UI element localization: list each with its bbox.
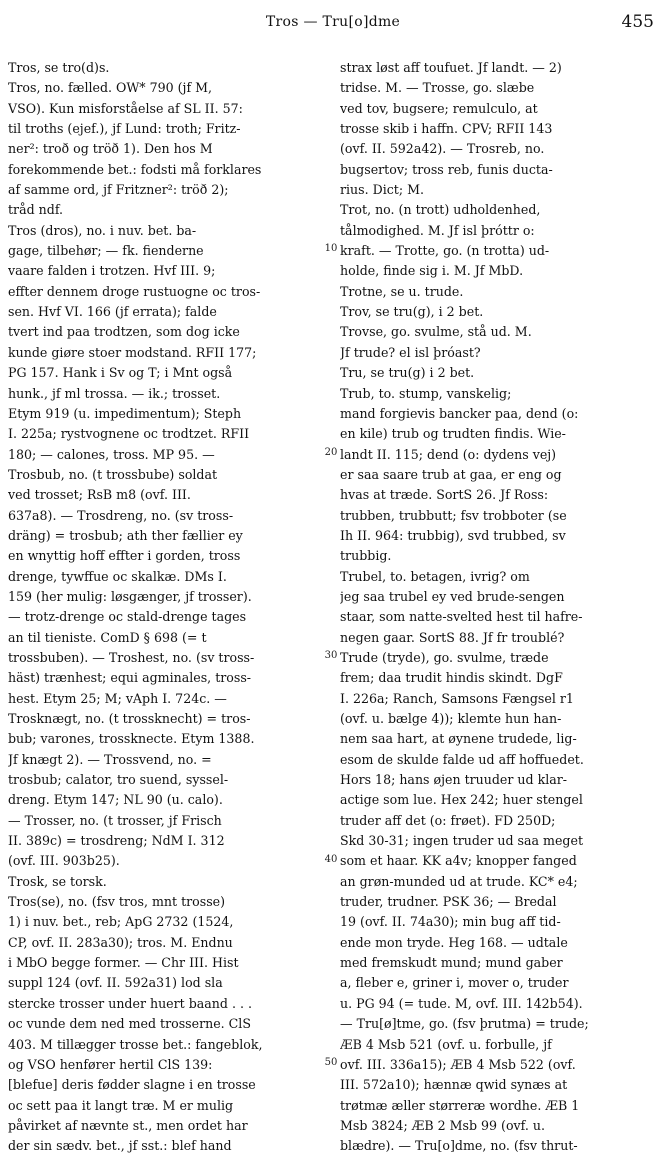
text-line: oc sett paa it langt træ. M er mulig bbox=[8, 1097, 234, 1113]
text-line: III. 572a10); hænnæ qwid synæs at bbox=[340, 1077, 568, 1093]
text-line: u. PG 94 (= tude. M, ovf. III. 142b54). bbox=[340, 995, 583, 1011]
text-line: oc vunde dem ned med trosserne. ClS bbox=[8, 1016, 251, 1032]
text-line: som et haar. KK a4v; knopper fanged bbox=[340, 853, 577, 869]
text-line: med fremskudt mund; mund gaber bbox=[340, 955, 563, 971]
text-line: 180; — calones, tross. MP 95. — bbox=[8, 446, 215, 462]
text-line: trubben, trubbutt; fsv trobboter (se bbox=[340, 507, 567, 523]
text-line: Trub, to. stump, vanskelig; bbox=[340, 385, 512, 401]
text-line: gage, tilbehør; — fk. fienderne bbox=[8, 243, 204, 259]
text-line: bub; varones, trossknecte. Etym 1388. bbox=[8, 731, 255, 747]
text-line: — trotz-drenge oc stald-drenge tages bbox=[8, 609, 247, 625]
text-line: (ovf. II. 592a42). — Trosreb, no. bbox=[340, 141, 545, 157]
text-line: 159 (her mulig: løsgænger, jf trosser). bbox=[8, 588, 252, 604]
text-line: suppl 124 (ovf. II. 592a31) lod sla bbox=[8, 975, 223, 991]
line-number: 20 bbox=[324, 447, 338, 458]
text-line: ved trosset; RsB m8 (ovf. III. bbox=[8, 487, 191, 503]
text-line: forekommende bet.: fodsti må forklares bbox=[8, 161, 262, 177]
text-line: Msb 3824; ÆB 2 Msb 99 (ovf. u. bbox=[340, 1117, 545, 1133]
right-column bbox=[340, 58, 658, 1157]
text-line: 19 (ovf. II. 74a30); min bug aff tid- bbox=[340, 914, 561, 930]
text-line: i MbO begge former. — Chr III. Hist bbox=[8, 955, 239, 971]
text-line: Trotne, se u. trude. bbox=[340, 283, 464, 299]
text-line: en kile) trub og trudten findis. Wie- bbox=[340, 426, 566, 442]
text-line: Trosknægt, no. (t trossknecht) = tros- bbox=[8, 711, 251, 726]
text-line: VSO). Kun misforståelse af SL II. 57: bbox=[8, 100, 243, 116]
text-line: Trot, no. (n trott) udholdenhed, bbox=[340, 202, 541, 218]
text-line: 637a8). — Trosdreng, no. (sv tross- bbox=[8, 507, 234, 523]
text-line: Tros, se tro(d)s. bbox=[8, 60, 110, 75]
text-line: hest. Etym 25; M; vAph I. 724c. — bbox=[8, 690, 227, 706]
text-line: dräng) = trosbub; ath ther fællier ey bbox=[8, 527, 243, 543]
text-line: hvas at træde. SortS 26. Jf Ross: bbox=[340, 487, 549, 503]
text-line: I. 225a; rystvognene oc trodtzet. RFII bbox=[8, 426, 250, 442]
text-line: kraft. — Trotte, go. (n trotta) ud- bbox=[340, 243, 550, 259]
text-line: trosse skib i haffn. CPV; RFII 143 bbox=[340, 121, 553, 137]
text-line: mand forgievis bancker paa, dend (o: bbox=[340, 405, 579, 421]
text-line: påvirket af nævnte st., men ordet har bbox=[8, 1117, 248, 1133]
text-line: Trov, se tru(g), i 2 bet. bbox=[340, 304, 484, 320]
text-line: trosbub; calator, tro suend, syssel- bbox=[8, 772, 229, 788]
text-line: truder aff det (o: frøet). FD 250D; bbox=[340, 812, 556, 828]
text-line: er saa saare trub at gaa, er eng og bbox=[340, 466, 562, 482]
text-line: ner²: troð og tröð 1). Den hos M bbox=[8, 141, 213, 157]
text-line: ende mon tryde. Heg 168. — udtale bbox=[340, 934, 568, 950]
text-line: effter dennem droge rustuogne oc tros- bbox=[8, 283, 261, 299]
text-line: (ovf. III. 903b25). bbox=[8, 853, 120, 869]
text-line: stercke trosser under huert baand . . . bbox=[8, 995, 252, 1011]
text-line: CP, ovf. II. 283a30); tros. M. Endnu bbox=[8, 934, 233, 950]
text-line: actige som lue. Hex 242; huer stengel bbox=[340, 792, 583, 808]
text-line: Trovse, go. svulme, stå ud. M. bbox=[340, 324, 532, 340]
text-line: Tru, se tru(g) i 2 bet. bbox=[340, 365, 475, 381]
line-number: 50 bbox=[324, 1057, 338, 1068]
text-line: Etym 919 (u. impedimentum); Steph bbox=[8, 405, 242, 421]
running-title: Tros — Tru[o]dme bbox=[265, 14, 401, 30]
text-line: trossbuben). — Troshest, no. (sv tross- bbox=[8, 649, 255, 665]
text-line: 403. M tillægger trosse bet.: fangeblok, bbox=[8, 1036, 263, 1052]
text-line: Trubel, to. betagen, ivrig? om bbox=[340, 568, 530, 584]
text-line: til troths (ejef.), jf Lund: troth; Fritz- bbox=[8, 121, 241, 137]
text-line: en wnyttig hoff effter i gorden, tross bbox=[8, 548, 241, 564]
page-header bbox=[0, 14, 666, 36]
text-line: Jf trude? el isl þróast? bbox=[340, 344, 481, 360]
line-number: 10 bbox=[324, 243, 338, 254]
text-line: tråd ndf. bbox=[8, 202, 64, 218]
text-line: (ovf. u. bælge 4)); klemte hun han- bbox=[340, 711, 562, 726]
text-line: II. 389c) = trosdreng; NdM I. 312 bbox=[8, 833, 225, 849]
text-line: häst) trænhest; equi agminales, tross- bbox=[8, 670, 252, 686]
text-line: — Trosser, no. (t trosser, jf Frisch bbox=[8, 812, 222, 828]
text-line: [blefue] deris fødder slagne i en trosse bbox=[8, 1077, 256, 1093]
text-line: og VSO henfører hertil ClS 139: bbox=[8, 1056, 213, 1072]
text-line: staar, som natte-svelted hest til hafre- bbox=[340, 609, 583, 625]
text-line: esom de skulde falde ud aff hoffuedet. bbox=[340, 751, 584, 767]
text-line: Ih II. 964: trubbig), svd trubbed, sv bbox=[340, 527, 566, 543]
text-line: sen. Hvf VI. 166 (jf errata); falde bbox=[8, 304, 217, 320]
text-line: a, fleber e, griner i, mover o, truder bbox=[340, 975, 569, 991]
text-line: nem saa hart, at øynene trudede, lig- bbox=[340, 731, 577, 747]
text-line: trubbig. bbox=[340, 548, 392, 564]
text-line: ÆB 4 Msb 521 (ovf. u. forbulle, jf bbox=[340, 1036, 552, 1052]
text-line: ovf. III. 336a15); ÆB 4 Msb 522 (ovf. bbox=[340, 1056, 576, 1072]
text-line: vaare falden i trotzen. Hvf III. 9; bbox=[8, 263, 216, 279]
text-line: hunk., jf ml trossa. — ik.; trosset. bbox=[8, 385, 221, 401]
text-line: tålmodighed. M. Jf isl þróttr o: bbox=[340, 222, 535, 238]
text-line: Trude (tryde), go. svulme, træde bbox=[340, 649, 549, 665]
text-line: Tros, no. fælled. OW* 790 (jf M, bbox=[8, 80, 213, 96]
text-line: trøtmæ æller størreræ wordhe. ÆB 1 bbox=[340, 1097, 580, 1113]
text-line: tridse. M. — Trosse, go. slæbe bbox=[340, 80, 535, 96]
text-line: tvert ind paa trodtzen, som dog icke bbox=[8, 324, 240, 340]
text-line: frem; daa trudit hindis skindt. DgF bbox=[340, 670, 563, 686]
text-line: kunde giøre stoer modstand. RFII 177; bbox=[8, 344, 257, 360]
text-line: af samme ord, jf Fritzner²: tröð 2); bbox=[8, 182, 229, 198]
text-line: holde, finde sig i. M. Jf MbD. bbox=[340, 263, 524, 279]
text-line: ved tov, bugsere; remulculo, at bbox=[340, 100, 538, 116]
text-line: landt II. 115; dend (o: dydens vej) bbox=[340, 446, 557, 462]
text-line: bugsertov; tross reb, funis ducta- bbox=[340, 161, 553, 177]
text-line: strax løst aff toufuet. Jf landt. — 2) bbox=[340, 60, 562, 75]
text-line: truder, trudner. PSK 36; — Bredal bbox=[340, 894, 557, 910]
text-line: Tros(se), no. (fsv tros, mnt trosse) bbox=[8, 894, 226, 910]
line-number: 30 bbox=[324, 650, 338, 661]
left-column bbox=[8, 58, 324, 1157]
text-line: der sin sædv. bet., jf sst.: blef hand bbox=[8, 1138, 232, 1154]
text-line: 1) i nuv. bet., reb; ApG 2732 (1524, bbox=[8, 914, 234, 930]
text-line: PG 157. Hank i Sv og T; i Mnt også bbox=[8, 365, 233, 381]
line-number: 40 bbox=[324, 854, 338, 865]
text-line: negen gaar. SortS 88. Jf fr troublé? bbox=[340, 629, 565, 645]
text-line: an grøn-munded ud at trude. KC* e4; bbox=[340, 873, 578, 889]
text-line: dreng. Etym 147; NL 90 (u. calo). bbox=[8, 792, 223, 808]
page-number: 455 bbox=[621, 12, 654, 32]
text-line: drenge, tywffue oc skalkæ. DMs I. bbox=[8, 568, 227, 584]
text-line: — Tru[ø]tme, go. (fsv þrutma) = trude; bbox=[340, 1016, 589, 1032]
text-line: Tros (dros), no. i nuv. bet. ba- bbox=[8, 222, 197, 238]
text-line: rius. Dict; M. bbox=[340, 182, 425, 198]
text-line: Trosbub, no. (t trossbube) soldat bbox=[8, 466, 218, 482]
text-line: I. 226a; Ranch, Samsons Fængsel r1 bbox=[340, 690, 574, 706]
text-line: blædre). — Tru[o]dme, no. (fsv thrut- bbox=[340, 1138, 578, 1154]
text-line: Skd 30-31; ingen truder ud saa meget bbox=[340, 833, 584, 849]
text-line: Jf knægt 2). — Trossvend, no. = bbox=[8, 751, 212, 767]
text-line: Trosk, se torsk. bbox=[8, 873, 107, 889]
text-line: jeg saa trubel ey ved brude-sengen bbox=[340, 588, 565, 604]
text-line: Hors 18; hans øjen truuder ud klar- bbox=[340, 772, 568, 788]
text-line: an til tieniste. ComD § 698 (= t bbox=[8, 629, 207, 645]
